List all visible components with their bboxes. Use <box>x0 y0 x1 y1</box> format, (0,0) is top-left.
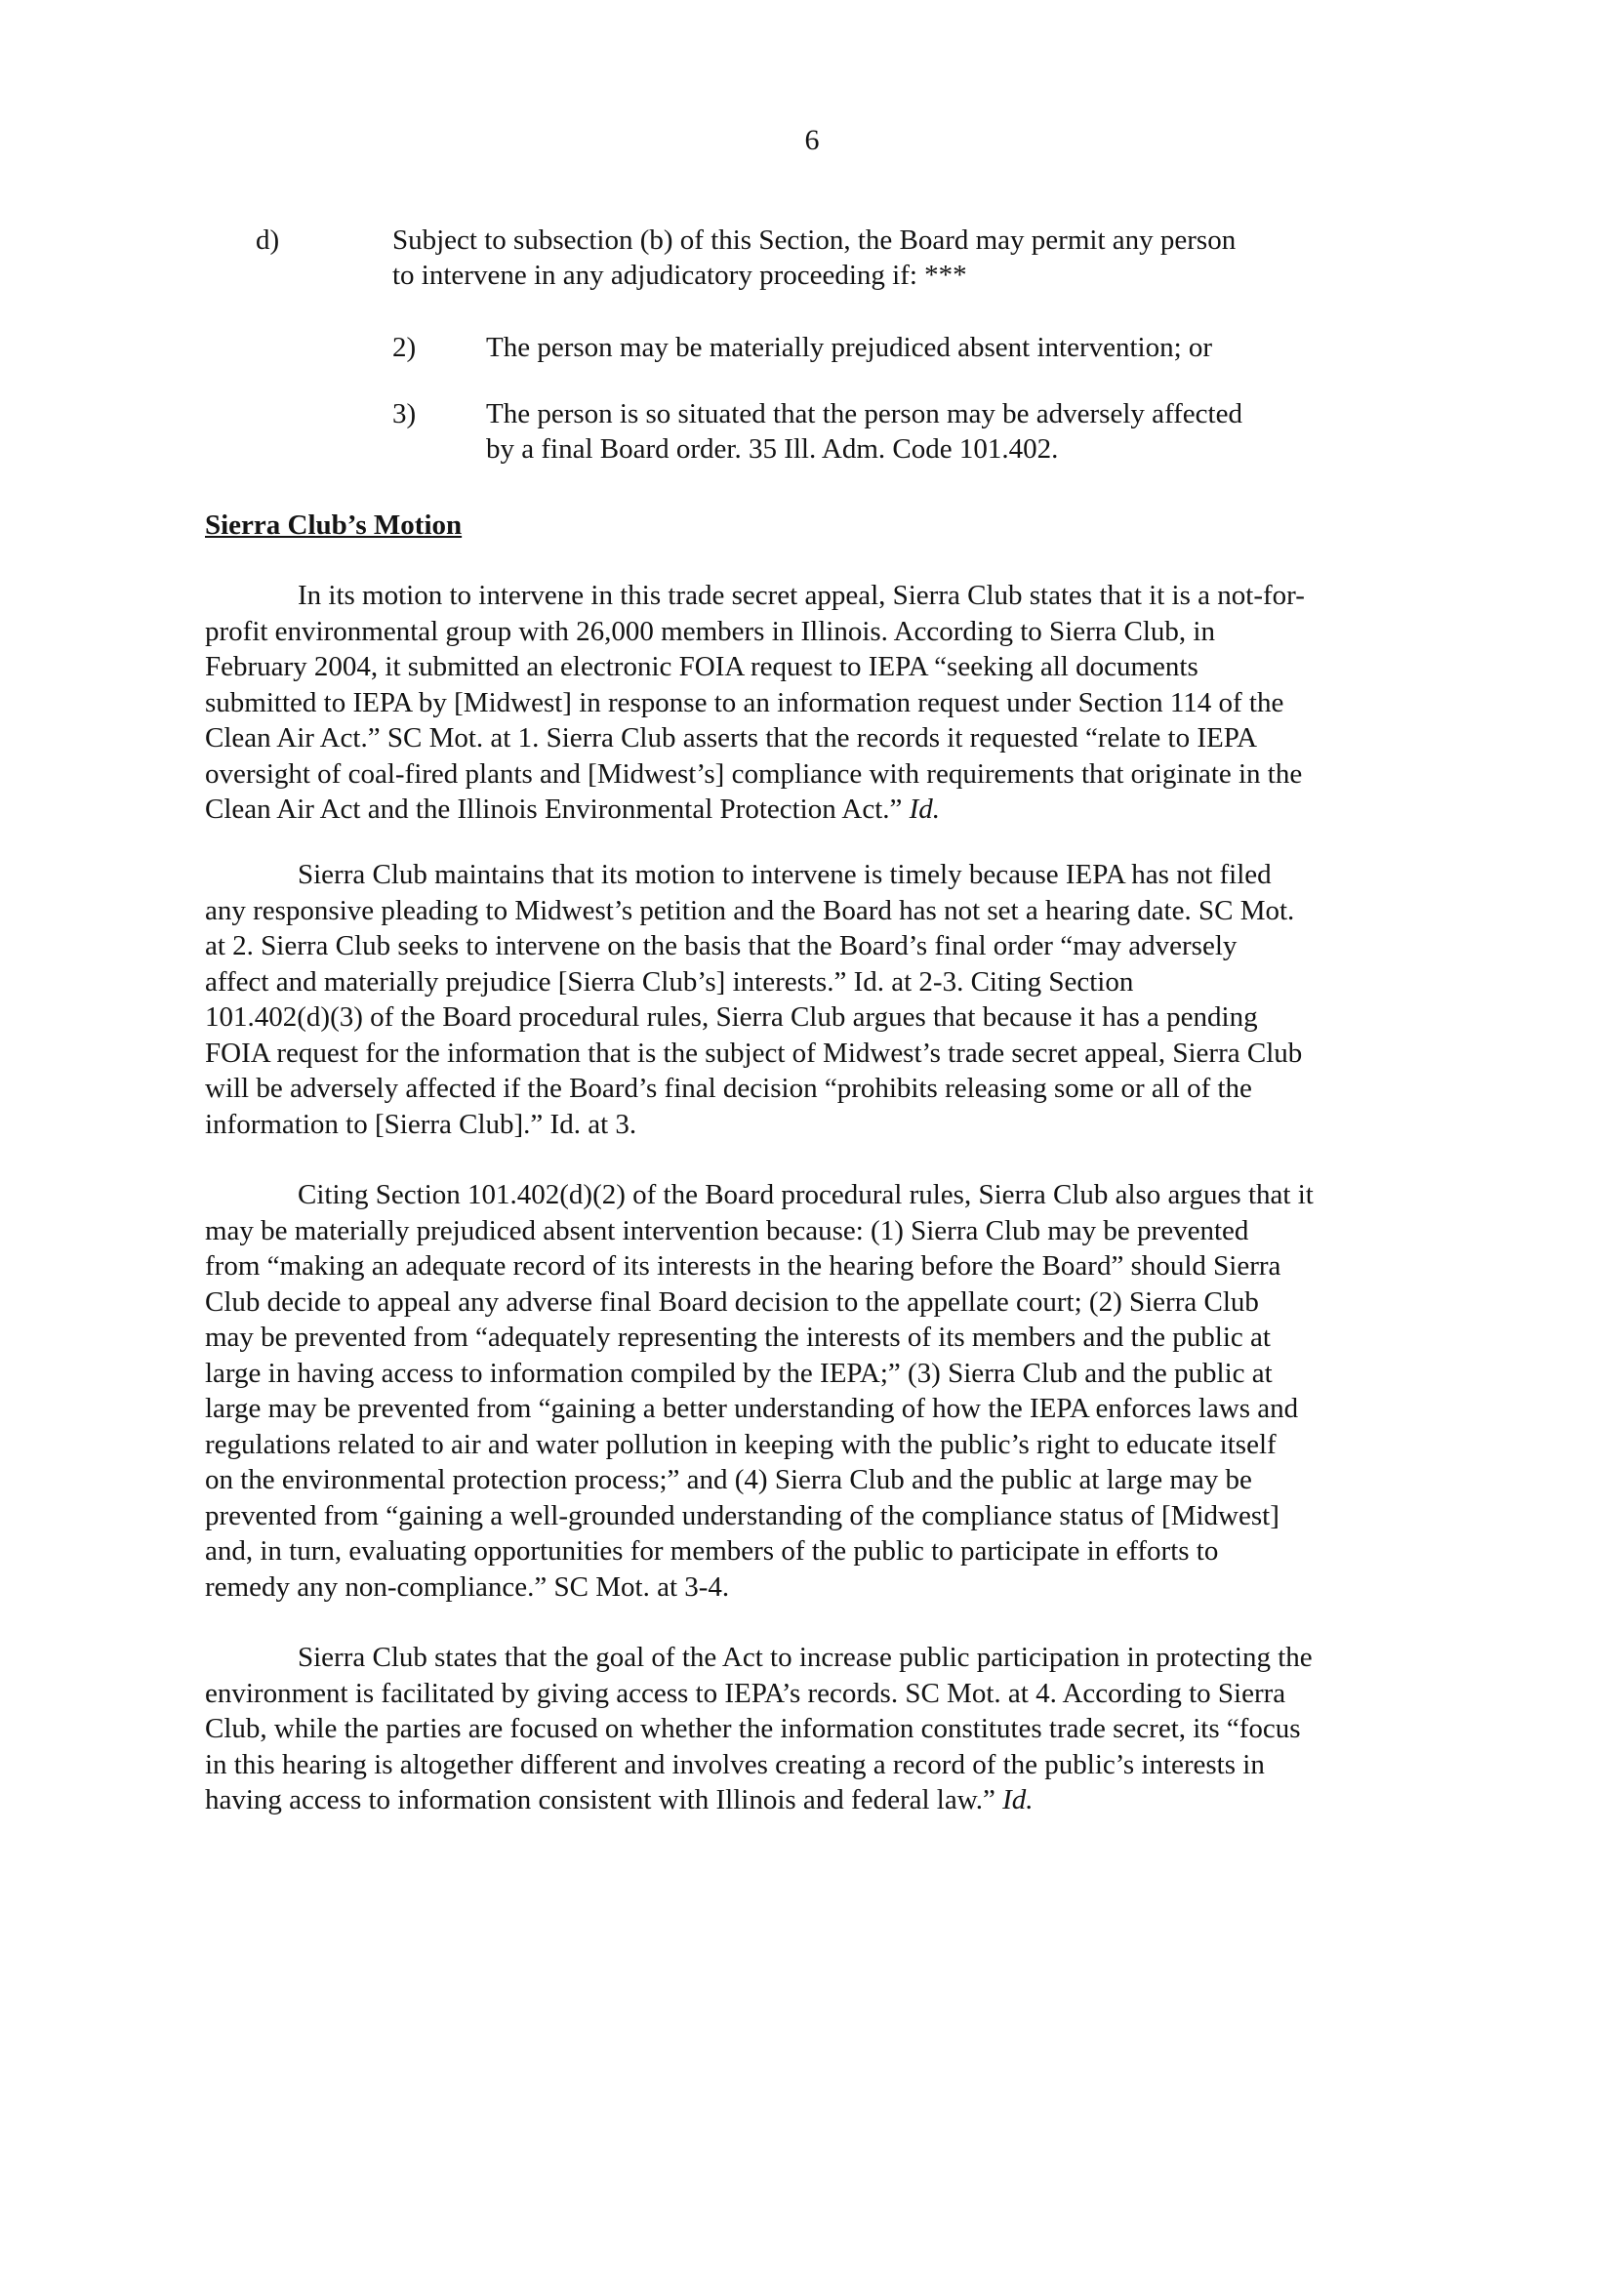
paragraph-line: Clean Air Act.” SC Mot. at 1. Sierra Club asserts that the records it requested “relate to IEPA <box>205 722 1258 754</box>
paragraph-line: at 2. Sierra Club seeks to intervene on the basis that the Board’s final order “may adversely <box>205 930 1238 961</box>
paragraph-line: Citing Section 101.402(d)(2) of the Board procedural rules, Sierra Club also argues that it <box>298 1179 1314 1210</box>
paragraph-line: and, in turn, evaluating opportunities for members of the public to participate in efforts to <box>205 1535 1219 1567</box>
paragraph-line: affect and materially prejudice [Sierra Club’s] interests.” Id. at 2-3. Citing Section <box>205 965 1134 998</box>
paragraph-line: in this hearing is altogether different and involves creating a record of the public’s interests in <box>205 1748 1265 1780</box>
paragraph-line-last <box>205 1782 1425 1818</box>
paragraph-line: profit environmental group with 26,000 members in Illinois. According to Sierra Club, in <box>205 615 1215 647</box>
rule-item-2-line: The person may be materially prejudiced absent intervention; or <box>486 332 1213 363</box>
rule-item-3-line: by a final Board order. 35 Ill. Adm. Code 101.402. <box>486 433 1059 465</box>
paragraph-line: February 2004, it submitted an electronic FOIA request to IEPA “seeking all documents <box>205 651 1198 682</box>
rule-item-3-line: The person is so situated that the person may be adversely affected <box>486 398 1242 429</box>
paragraph-line: 101.402(d)(3) of the Board procedural rules, Sierra Club argues that because it has a pending <box>205 1001 1258 1033</box>
page-number: 6 <box>804 124 820 156</box>
citation-id: Id. <box>909 794 941 825</box>
citation-id: Id. <box>1002 1784 1034 1815</box>
paragraph-line: may be materially prejudiced absent intervention because: (1) Sierra Club may be prevented <box>205 1214 1249 1246</box>
paragraph-line: environment is facilitated by giving access to IEPA’s records. SC Mot. at 4. According to Sierra <box>205 1677 1286 1709</box>
paragraph-line: from “making an adequate record of its interests in the hearing before the Board” should Sierra <box>205 1250 1281 1282</box>
paragraph-line: large may be prevented from “gaining a better understanding of how the IEPA enforces laws and <box>205 1393 1299 1424</box>
paragraph-line-text: Clean Air Act and the Illinois Environmental Protection Act.” <box>205 794 910 825</box>
paragraph-line: large in having access to information compiled by the IEPA;” (3) Sierra Club and the public at <box>205 1357 1273 1389</box>
rule-item-2-text <box>486 330 1212 365</box>
paragraph-2 <box>205 857 1425 1142</box>
paragraph-line: FOIA request for the information that is the subject of Midwest’s trade secret appeal, Sierra Club <box>205 1037 1303 1069</box>
paragraph-line: Club, while the parties are focused on whether the information constitutes trade secret, its “focus <box>205 1713 1301 1744</box>
rule-item-3-text <box>486 396 1242 467</box>
rule-marker-2: 2) <box>392 332 417 363</box>
rule-marker-3: 3) <box>392 398 417 429</box>
paragraph-line: In its motion to intervene in this trade secret appeal, Sierra Club states that it is a not-for- <box>298 580 1305 611</box>
paragraph-line: submitted to IEPA by [Midwest] in response to an information request under Section 114 of the <box>205 686 1284 718</box>
paragraph-line: Sierra Club states that the goal of the Act to increase public participation in protecting the <box>298 1642 1313 1673</box>
paragraph-line: information to [Sierra Club].” Id. at 3. <box>205 1108 637 1140</box>
paragraph-4 <box>205 1640 1425 1818</box>
paragraph-3 <box>205 1177 1425 1605</box>
paragraph-line: Sierra Club maintains that its motion to intervene is timely because IEPA has not filed <box>298 859 1272 890</box>
paragraph-line: any responsive pleading to Midwest’s petition and the Board has not set a hearing date. SC Mot. <box>205 894 1295 926</box>
paragraph-line: Club decide to appeal any adverse final Board decision to the appellate court; (2) Sierra Club <box>205 1285 1259 1318</box>
paragraph-line-text: having access to information consistent with Illinois and federal law.” <box>205 1784 1003 1815</box>
paragraph-line: may be prevented from “adequately representing the interests of its members and the public at <box>205 1322 1271 1353</box>
rule-marker-d: d) <box>256 224 280 256</box>
rule-item-d-line: to intervene in any adjudicatory proceeding if: *** <box>392 260 967 291</box>
paragraph-line: remedy any non-compliance.” SC Mot. at 3-4. <box>205 1570 730 1603</box>
rule-item-d-line: Subject to subsection (b) of this Section, the Board may permit any person <box>392 224 1237 256</box>
section-heading: Sierra Club’s Motion <box>205 509 463 541</box>
paragraph-line: prevented from “gaining a well-grounded understanding of the compliance status of [Midwest] <box>205 1499 1279 1531</box>
paragraph-line: will be adversely affected if the Board’s final decision “prohibits releasing some or all of the <box>205 1073 1252 1104</box>
paragraph-1 <box>205 578 1425 828</box>
rule-item-d-text <box>392 223 1236 293</box>
paragraph-line: on the environmental protection process;” and (4) Sierra Club and the public at large may be <box>205 1464 1252 1495</box>
paragraph-line-last <box>205 792 1425 828</box>
paragraph-line: oversight of coal-fired plants and [Midwest’s] compliance with requirements that originate in the <box>205 757 1303 790</box>
paragraph-line: regulations related to air and water pollution in keeping with the public’s right to educate itself <box>205 1428 1277 1460</box>
